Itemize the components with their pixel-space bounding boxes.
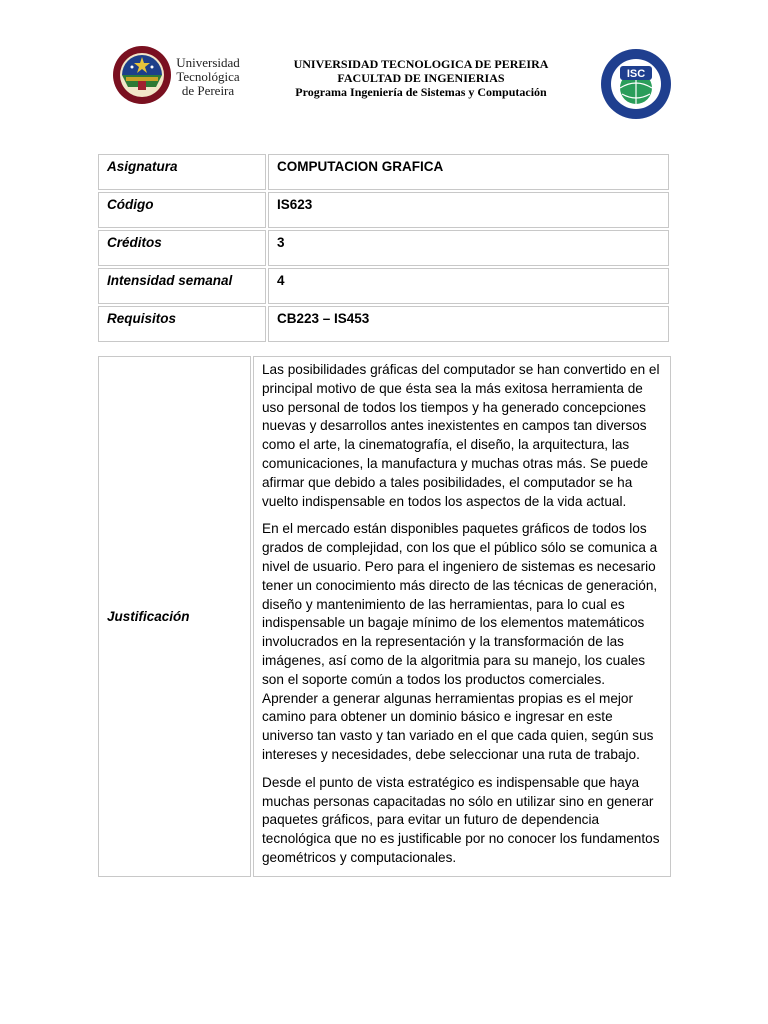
justification-paragraph-2: En el mercado están disponibles paquetes gráficos de todos los grados de complejidad, con los que el público sólo se comunica a nivel de usuario. Pero para el ingeniero de sistemas es necesario tener un conocimiento más directo de las técnicas de generación, diseño y mantenimiento de las herramientas, para lo cual es indispensable un bagaje mínimo de los elementos matemáticos involucrados en la representación y la transformación de las imágenes, así como de la algoritmia para su manejo, los cuales son el soporte común a todos los productos comerciales. Aprender a generar algunas herramientas propias es el mejor camino para obtener un dominio básico e ingresar en este universo tan vasto y tan variado en el que cada quien, según sus intereses y necesidades, debe seleccionar una ruta de trabajo. bbox=[262, 521, 658, 762]
university-title: UNIVERSIDAD TECNOLOGICA DE PEREIRA bbox=[293, 57, 549, 71]
table-row bbox=[98, 154, 669, 190]
course-info-value: CB223 – IS453 bbox=[268, 306, 669, 342]
table-row bbox=[98, 230, 669, 266]
justification-paragraph-1: Las posibilidades gráficas del computador se han convertido en el principal motivo de que ésta sea la más exitosa herramienta de uso personal de todos los tiempos y ha generado concepciones nuevas y desarrollos antes inexistentes en campos tan diversos como el arte, la cinematografía, el diseño, la arquitectura, las comunicaciones, la manufactura y muchas otras más. Se puede afirmar que debido a tales posibilidades, el computador se ha vuelto indispensable en todos los aspectos de la vida actual. bbox=[262, 362, 660, 509]
faculty-title: FACULTAD DE INGENIERIAS bbox=[337, 71, 505, 85]
course-info-label: Código bbox=[98, 192, 266, 228]
course-info-label: Créditos bbox=[98, 230, 266, 266]
isc-logo-text: ISC bbox=[626, 68, 646, 80]
utp-name-line-1: Universidad bbox=[176, 55, 240, 70]
course-info-value: IS623 bbox=[268, 192, 669, 228]
isc-program-logo-icon bbox=[600, 48, 672, 120]
utp-name-line-3: de Pereira bbox=[181, 83, 235, 98]
course-info-value: 3 bbox=[268, 230, 669, 266]
course-info-value: COMPUTACION GRAFICA bbox=[268, 154, 669, 190]
justification-label: Justificación bbox=[98, 356, 251, 877]
table-row bbox=[98, 356, 671, 877]
table-row bbox=[98, 192, 669, 228]
utp-name-line-2: Tecnológica bbox=[176, 69, 240, 84]
course-info-label: Asignatura bbox=[98, 154, 266, 190]
course-info-label: Requisitos bbox=[98, 306, 266, 342]
table-row bbox=[98, 306, 669, 342]
university-logo-name bbox=[176, 56, 240, 98]
document-header bbox=[0, 0, 768, 130]
program-title: Programa Ingeniería de Sistemas y Computación bbox=[295, 85, 547, 99]
course-info-value: 4 bbox=[268, 268, 669, 304]
justification-paragraph-3: Desde el punto de vista estratégico es indispensable que haya muchas personas capacitadas no sólo en utilizar sino en generar paquetes gráficos, para evitar un futuro de dependencia tecnológica que no es justificable por no conocer los fundamentos geométricos y computacionales. bbox=[262, 774, 660, 865]
table-row bbox=[98, 268, 669, 304]
justification-text bbox=[253, 356, 671, 877]
justification-table bbox=[96, 354, 673, 879]
university-seal-icon bbox=[112, 45, 172, 105]
course-info-table bbox=[96, 152, 671, 344]
header-title-block bbox=[250, 57, 592, 99]
course-info-label: Intensidad semanal bbox=[98, 268, 266, 304]
